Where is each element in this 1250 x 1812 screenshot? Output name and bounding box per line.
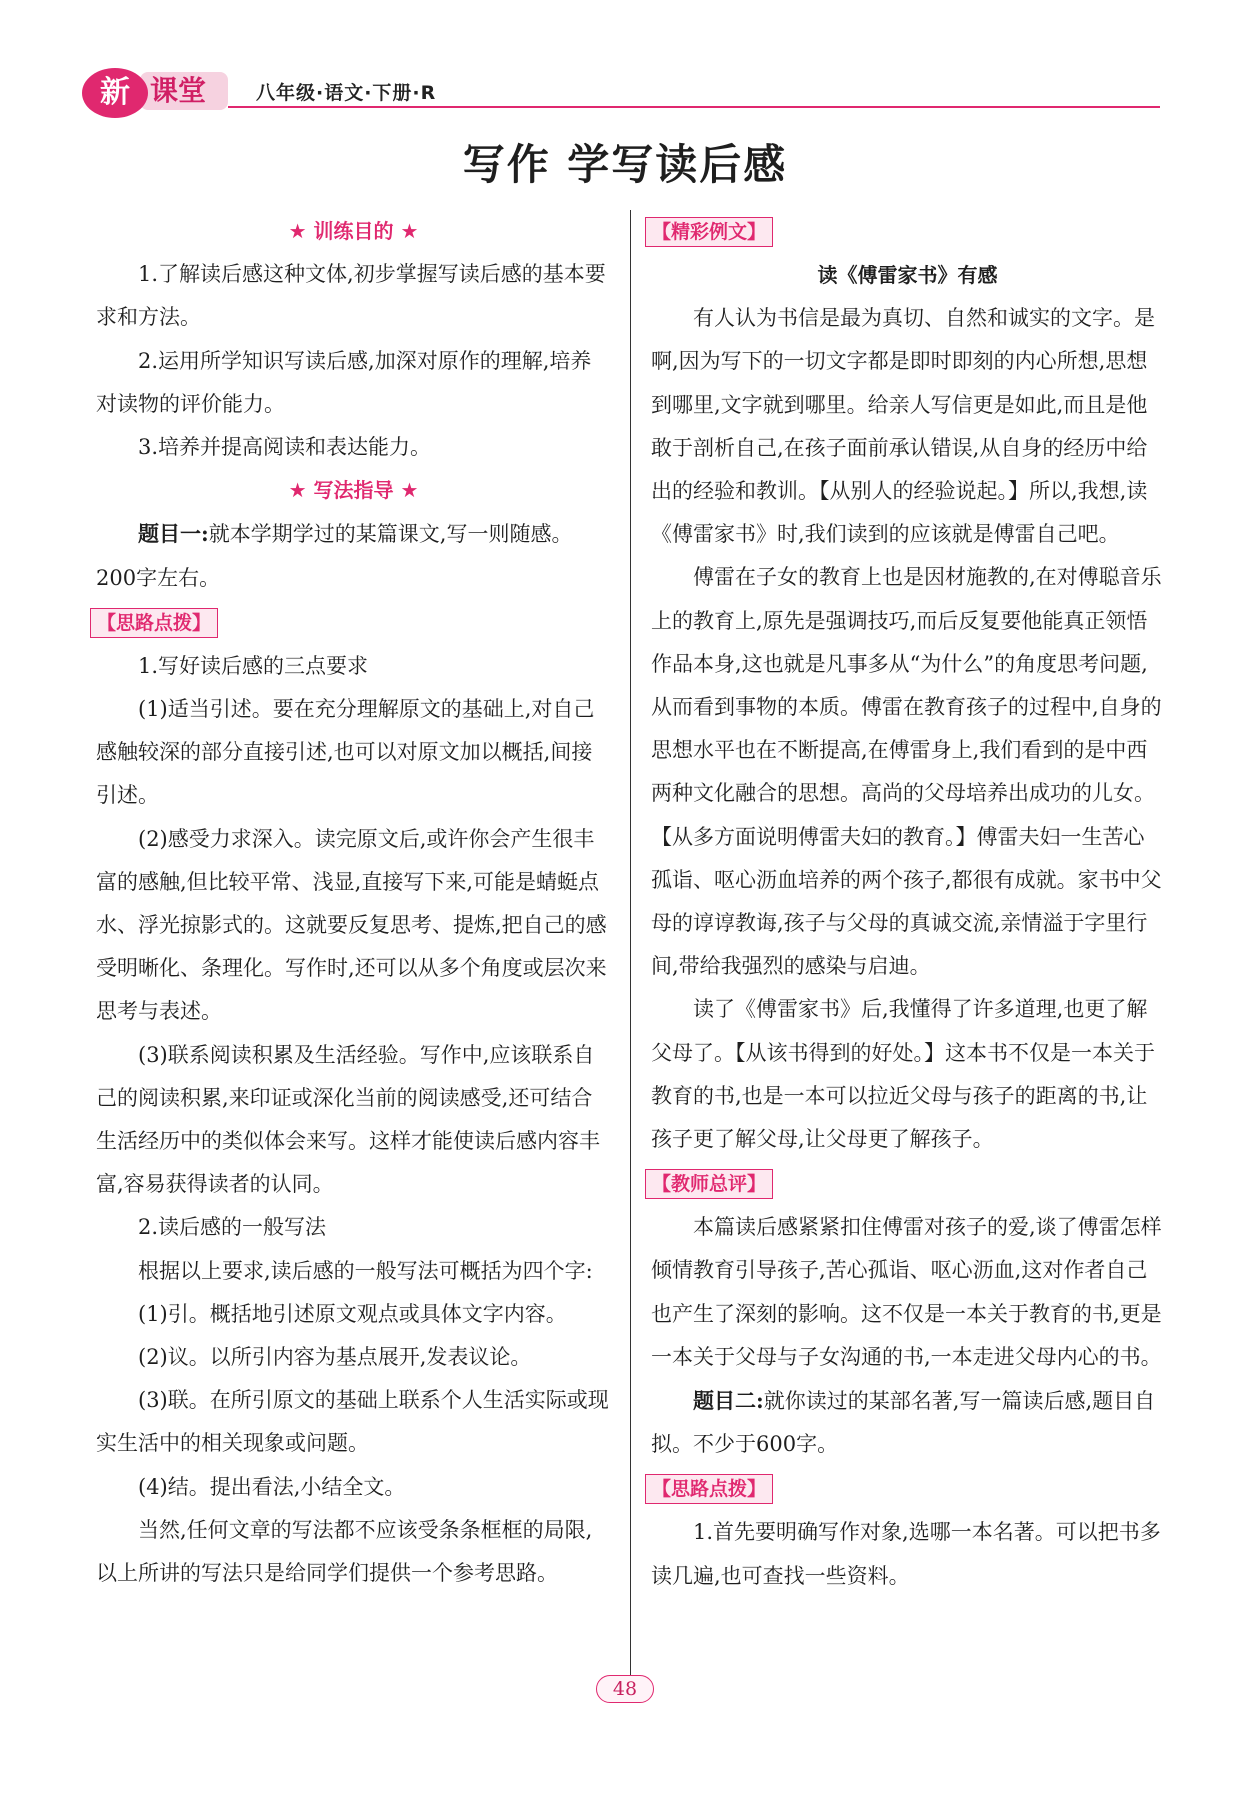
topic-two-label: 题目二: <box>693 1388 764 1414</box>
writing-guide-heading: ★ 写法指导 ★ <box>288 478 419 503</box>
teacher-comment: 本篇读后感紧紧扣住傅雷对孩子的爱,谈了傅雷怎样倾情教育引导孩子,苦心孤诣、呕心沥血,这对作者自己也产生了深刻的影响。这不仅是一本关于教育的书,更是一本关于父母与子女沟通的书,一本走进父母内心的书。 <box>651 1215 1162 1369</box>
topic-one <box>96 512 611 599</box>
topic-one-label: 题目一: <box>138 521 209 547</box>
tips-item: (3)联系阅读积累及生活经验。写作中,应该联系自己的阅读积累,来印证或深化当前的阅读感受,还可结合生活经历中的类似体会来写。这样才能使读后感内容丰富,容易获得读者的认同。 <box>96 1042 600 1197</box>
tips-subtitle: 1.写好读后感的三点要求 <box>138 653 369 678</box>
tips-tag: 【思路点拨】 <box>90 608 218 638</box>
essay-paragraph: 读了《傅雷家书》后,我懂得了许多道理,也更了解父母了。【从该书得到的好处。】这本书不仅是一本关于教育的书,也是一本可以拉近父母与孩子的距离的书,让孩子更了解父母,让父母更了解孩子。 <box>651 997 1155 1152</box>
topic-two <box>651 1379 1164 1466</box>
tips-item: (1)引。概括地引述原文观点或具体文字内容。 <box>138 1301 567 1326</box>
right-column <box>651 210 1164 1598</box>
essay-paragraph: 有人认为书信是最为真切、自然和诚实的文字。是啊,因为写下的一切文字都是即时即刻的内心所想,思想到哪里,文字就到哪里。给亲人写信更是如此,而且是他敢于剖析自己,在孩子面前承认错误,从自身的经历中给出的经验和教训。【从别人的经验说起。】所以,我想,读《傅雷家书》时,我们读到的应该就是傅雷自己吧。 <box>651 306 1155 547</box>
tips-item: (2)议。以所引内容为基点展开,发表议论。 <box>138 1345 532 1370</box>
left-column <box>96 210 611 1595</box>
tips-intro: 根据以上要求,读后感的一般写法可概括为四个字: <box>138 1258 593 1283</box>
logo-badge: 新 <box>82 68 148 118</box>
page-title: 写作 学写读后感 <box>462 140 788 189</box>
example-tag: 【精彩例文】 <box>645 217 773 247</box>
tips-tag: 【思路点拨】 <box>645 1474 773 1504</box>
book-info: 八年级·语文·下册·R <box>256 82 437 104</box>
essay-title: 读《傅雷家书》有感 <box>817 263 998 287</box>
topic-two-text: 就你读过的某部名著,写一篇读后感,题目自拟。不少于600字。 <box>651 1389 1156 1457</box>
logo-text: 课堂 <box>140 72 228 110</box>
topic-one-text: 就本学期学过的某篇课文,写一则随感。200字左右。 <box>96 522 573 590</box>
training-goal-heading: ★ 训练目的 ★ <box>288 219 419 243</box>
column-divider <box>630 210 631 1690</box>
tips-item: (2)感受力求深入。读完原文后,或许你会产生很丰富的感触,但比较平常、浅显,直接写下来,可能是蜻蜓点水、浮光掠影式的。这就要反复思考、提炼,把自己的感受明晰化、条理化。写作时,还可以从多个角度或层次来思考与表述。 <box>96 826 607 1024</box>
tips-item: (1)适当引述。要在充分理解原文的基础上,对自己感触较深的部分直接引述,也可以对原文加以概括,间接引述。 <box>96 697 595 808</box>
goal-item: 1.了解读后感这种文体,初步掌握写读后感的基本要求和方法。 <box>96 262 606 330</box>
goal-item: 2.运用所学知识写读后感,加深对原作的理解,培养对读物的评价能力。 <box>96 348 592 416</box>
goal-item: 3.培养并提高阅读和表达能力。 <box>138 435 432 460</box>
header-rule <box>228 106 1160 108</box>
page-number <box>0 1678 1250 1700</box>
page-header <box>78 62 1160 122</box>
page-number-text: 48 <box>596 1675 654 1703</box>
closing-paragraph: 当然,任何文章的写法都不应该受条条框框的局限,以上所讲的写法只是给同学们提供一个参考思路。 <box>96 1517 593 1586</box>
brand-logo <box>82 68 232 116</box>
tips-item: (4)结。提出看法,小结全文。 <box>138 1474 406 1499</box>
essay-paragraph: 傅雷在子女的教育上也是因材施教的,在对傅聪音乐上的教育上,原先是强调技巧,而后反复要他能真正领悟作品本身,这也就是凡事多从“为什么”的角度思考问题,从而看到事物的本质。傅雷在教育孩子的过程中,自身的思想水平也在不断提高,在傅雷身上,我们看到的是中西两种文化融合的思想。高尚的父母培养出成功的儿女。【从多方面说明傅雷夫妇的教育。】傅雷夫妇一生苦心孤诣、呕心沥血培养的两个孩子,都很有成就。家书中父母的谆谆教诲,孩子与父母的真诚交流,亲情溢于字里行间,带给我强烈的感染与启迪。 <box>651 565 1162 979</box>
tips-item: 1.首先要明确写作对象,选哪一本名著。可以把书多读几遍,也可查找一些资料。 <box>651 1520 1161 1588</box>
tips-subtitle: 2.读后感的一般写法 <box>138 1215 327 1240</box>
tips-item: (3)联。在所引原文的基础上联系个人生活实际或现实生活中的相关现象或问题。 <box>96 1388 609 1456</box>
teacher-comment-tag: 【教师总评】 <box>645 1169 773 1199</box>
